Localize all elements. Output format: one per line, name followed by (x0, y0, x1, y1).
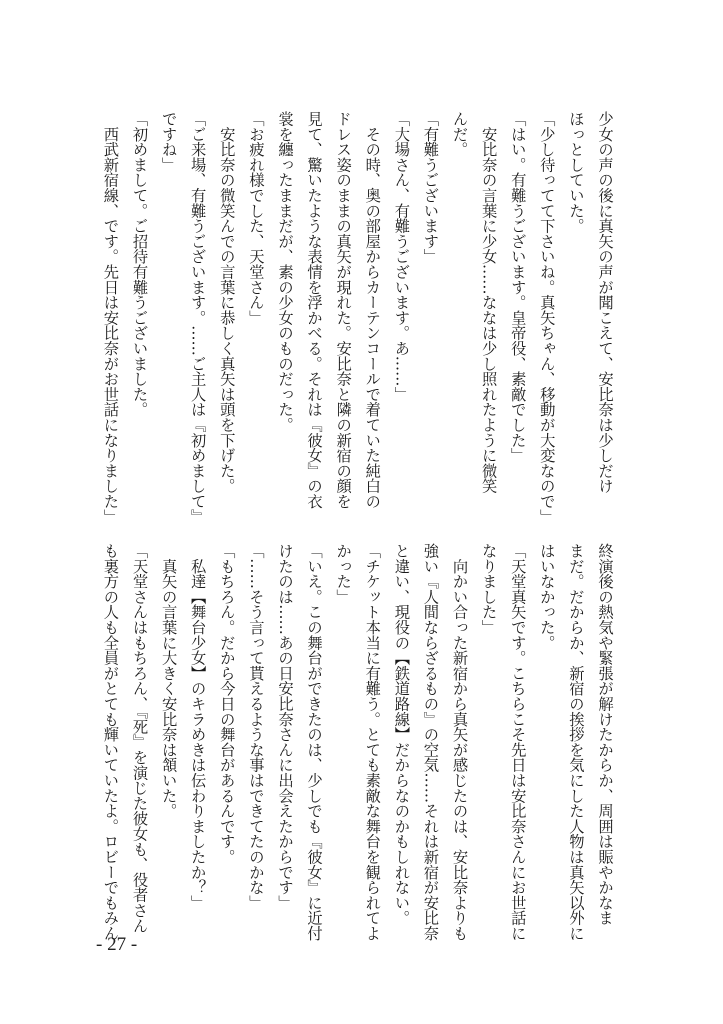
text-line: 安比奈の言葉に少女……ななは少し照れたように微笑 (479, 111, 498, 494)
text-line: ほっとしていた。 (566, 111, 585, 234)
text-line: んだ。 (450, 111, 469, 157)
text-block-bottom (99, 543, 619, 941)
text-line: 「……そう言って貰えるような事はできてたのかな」 (246, 543, 265, 911)
text-line: も裏方の人も全員がとても輝いていたよ。ロビーでもみん (101, 543, 120, 941)
text-line: はいなかった。 (537, 543, 556, 651)
text-line: 「天堂さんはもちろん、『死』を演じた彼女も、役者さん (130, 543, 149, 934)
text-line: 「お疲れ様でした、天堂さん」 (246, 111, 265, 326)
text-line: 真矢の言葉に大きく安比奈は頷いた。 (159, 543, 178, 819)
text-line: 「天堂真矢です。こちらこそ先日は安比奈さんにお世話に (508, 543, 527, 941)
text-line: 「チケット本当に有難う。とても素敵な舞台を観られてよ (363, 543, 382, 941)
text-line: 「少し待ってて下さいね。真矢ちゃん、移動が大変なので」 (537, 111, 556, 525)
text-line: 西武新宿線、です。先日は安比奈がお世話になりました」 (101, 111, 120, 525)
text-line: 安比奈の微笑んでの言葉に恭しく真矢は頭を下げた。 (217, 111, 236, 494)
text-line: 「いえ。この舞台ができたのは、少しでも『彼女』に近付 (305, 543, 324, 941)
text-line: 「ご来場、有難うございます。……ご主人は『初めまして』 (188, 111, 207, 525)
text-block-top (99, 111, 619, 525)
text-line: と違い、現役の【鉄道路線】だからなのかもしれない。 (392, 543, 411, 926)
text-line: 少女の声の後に真矢の声が聞こえて、安比奈は少しだけ (596, 111, 614, 494)
text-line: 「有難うございます」 (421, 111, 440, 264)
text-line: まだ。だからか、新宿の挨拶を気にした人物は真矢以外に (566, 543, 585, 941)
text-line: 私達【舞台少女】のキラめきは伝わりましたか？」 (188, 543, 207, 911)
text-line: 「大場さん、有難うございます。あ……」 (392, 111, 411, 402)
text-line: 「もちろん。だから今日の舞台があるんです。 (217, 543, 236, 865)
text-line: ですね」 (159, 111, 178, 173)
text-line: けたのは……あの日安比奈さんに出会えたからです」 (275, 543, 294, 911)
text-line: 強い『人間ならざるもの』の空気……それは新宿が安比奈 (421, 543, 440, 941)
text-line: なりました」 (479, 543, 498, 635)
text-line: 見て、驚いたような表情を浮かべる。それは『彼女』の衣 (305, 111, 324, 509)
text-line: ドレス姿のままの真矢が現れた。安比奈と隣の新宿の顔を (334, 111, 353, 509)
text-line: 「はい。有難うございます。皇帝役、素敵でした」 (508, 111, 527, 463)
text-line: 裳を纏ったままだが、素の少女のものだった。 (275, 111, 294, 433)
text-line: 「初めまして。ご招待有難うございました。 (130, 111, 149, 417)
text-line: かった」 (334, 543, 353, 605)
page-number: - 27 - (96, 934, 138, 955)
text-line: 終演後の熱気や緊張が解けたからか、周囲は賑やかなま (596, 543, 614, 926)
text-line: その時、奥の部屋からカーテンコールで着ていた純白の (363, 111, 382, 509)
text-line: 向かい合った新宿から真矢が感じたのは、安比奈よりも (450, 543, 469, 941)
